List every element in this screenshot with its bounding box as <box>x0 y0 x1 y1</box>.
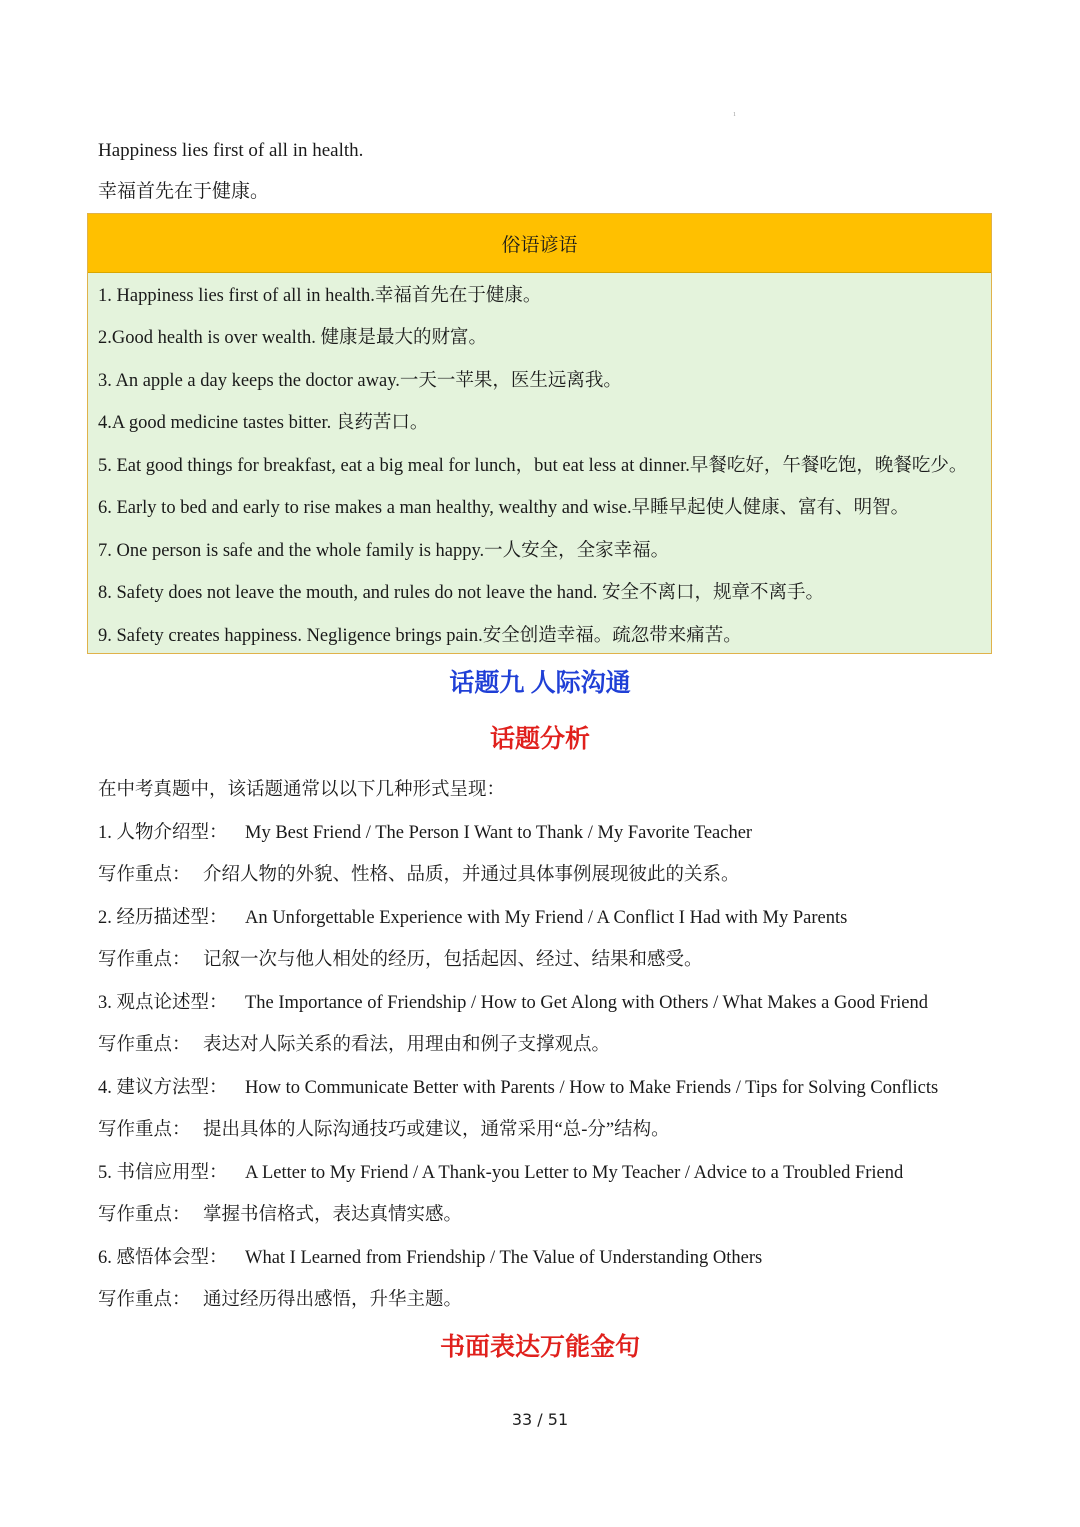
essay-type-titles: What I Learned from Friendship / The Value of Understanding Others <box>245 1248 763 1268</box>
essay-type-titles: The Importance of Friendship / How to Get Along with Others / What Makes a Good Friend <box>245 993 929 1013</box>
writing-focus-label: 写作重点： <box>98 865 191 885</box>
essay-type-label: 3. 观点论述型： <box>98 993 228 1013</box>
essay-type-titles: An Unforgettable Experience with My Friend / A Conflict I Had with My Parents <box>245 908 848 928</box>
proverb-item: 1. Happiness lies first of all in health.幸福首先在于健康。 <box>98 286 542 306</box>
writing-focus-text: 记叙一次与他人相处的经历，包括起因、经过、结果和感受。 <box>203 950 703 970</box>
intro-english: Happiness lies first of all in health. <box>98 140 364 161</box>
essay-type-label: 5. 书信应用型： <box>98 1163 228 1183</box>
writing-focus-text: 介绍人物的外貌、性格、品质，并通过具体事例展现彼此的关系。 <box>203 865 740 885</box>
writing-focus-label: 写作重点： <box>98 1205 191 1225</box>
proverb-item: 4.A good medicine tastes bitter. 良药苦口。 <box>98 413 429 433</box>
proverb-item: 6. Early to bed and early to rise makes a man healthy, wealthy and wise.早睡早起使人健康、富有、明智。 <box>98 498 910 518</box>
essay-type-titles: How to Communicate Better with Parents / How to Make Friends / Tips for Solving Conflicts <box>245 1078 939 1098</box>
essay-type-line <box>98 906 847 930</box>
intro-chinese: 幸福首先在于健康。 <box>98 181 270 202</box>
analysis-heading: 话题分析 <box>489 726 590 753</box>
writing-focus-line <box>98 863 740 887</box>
essay-type-label: 2. 经历描述型： <box>98 908 228 928</box>
essay-type-label: 6. 感悟体会型： <box>98 1248 228 1268</box>
proverb-header-label: 俗语谚语 <box>501 234 578 256</box>
proverb-item: 5. Eat good things for breakfast, eat a big meal for lunch，but eat less at dinner.早餐吃好，午餐吃饱，晚餐吃少。 <box>98 456 968 476</box>
essay-type-label: 1. 人物介绍型： <box>98 823 228 843</box>
essay-type-line <box>98 1246 762 1270</box>
essay-type-titles: A Letter to My Friend / A Thank-you Letter to My Teacher / Advice to a Troubled Friend <box>245 1163 904 1183</box>
essay-type-titles: My Best Friend / The Person I Want to Thank / My Favorite Teacher <box>245 823 753 843</box>
writing-focus-line <box>98 1033 610 1057</box>
writing-focus-text: 提出具体的人际沟通技巧或建议，通常采用“总-分”结构。 <box>203 1120 670 1140</box>
writing-focus-text: 掌握书信格式，表达真情实感。 <box>203 1205 463 1225</box>
proverb-item: 2.Good health is over wealth. 健康是最大的财富。 <box>98 328 487 348</box>
essay-type-line <box>98 1161 903 1185</box>
writing-focus-line <box>98 1203 462 1227</box>
essay-type-label: 4. 建议方法型： <box>98 1078 228 1098</box>
proverb-table <box>87 213 992 654</box>
golden-sentences-heading: 书面表达万能金句 <box>439 1334 640 1361</box>
proverb-item: 8. Safety does not leave the mouth, and rules do not leave the hand. 安全不离口，规章不离手。 <box>98 583 824 603</box>
proverb-item: 7. One person is safe and the whole family is happy.一人安全，全家幸福。 <box>98 541 670 561</box>
writing-focus-label: 写作重点： <box>98 1290 191 1310</box>
proverb-item: 3. An apple a day keeps the doctor away.一天一苹果，医生远离我。 <box>98 371 622 391</box>
essay-type-line <box>98 1076 938 1100</box>
writing-focus-line <box>98 1118 670 1142</box>
topic-title: 话题九 人际沟通 <box>449 670 631 697</box>
writing-focus-label: 写作重点： <box>98 950 191 970</box>
writing-focus-text: 通过经历得出感悟，升华主题。 <box>203 1290 463 1310</box>
writing-focus-label: 写作重点： <box>98 1035 191 1055</box>
analysis-intro: 在中考真题中，该话题通常以以下几种形式呈现： <box>98 780 506 800</box>
writing-focus-line <box>98 1288 462 1312</box>
essay-type-line <box>98 991 928 1015</box>
writing-focus-text: 表达对人际关系的看法，用理由和例子支撑观点。 <box>203 1035 611 1055</box>
writing-focus-line <box>98 948 703 972</box>
proverb-table-header <box>88 214 991 273</box>
proverb-item: 9. Safety creates happiness. Negligence brings pain.安全创造幸福。疏忽带来痛苦。 <box>98 626 742 646</box>
page-number: 33 / 51 <box>511 1410 569 1429</box>
essay-type-line <box>98 821 752 845</box>
writing-focus-label: 写作重点： <box>98 1120 191 1140</box>
page-mark: 1 <box>733 112 736 118</box>
